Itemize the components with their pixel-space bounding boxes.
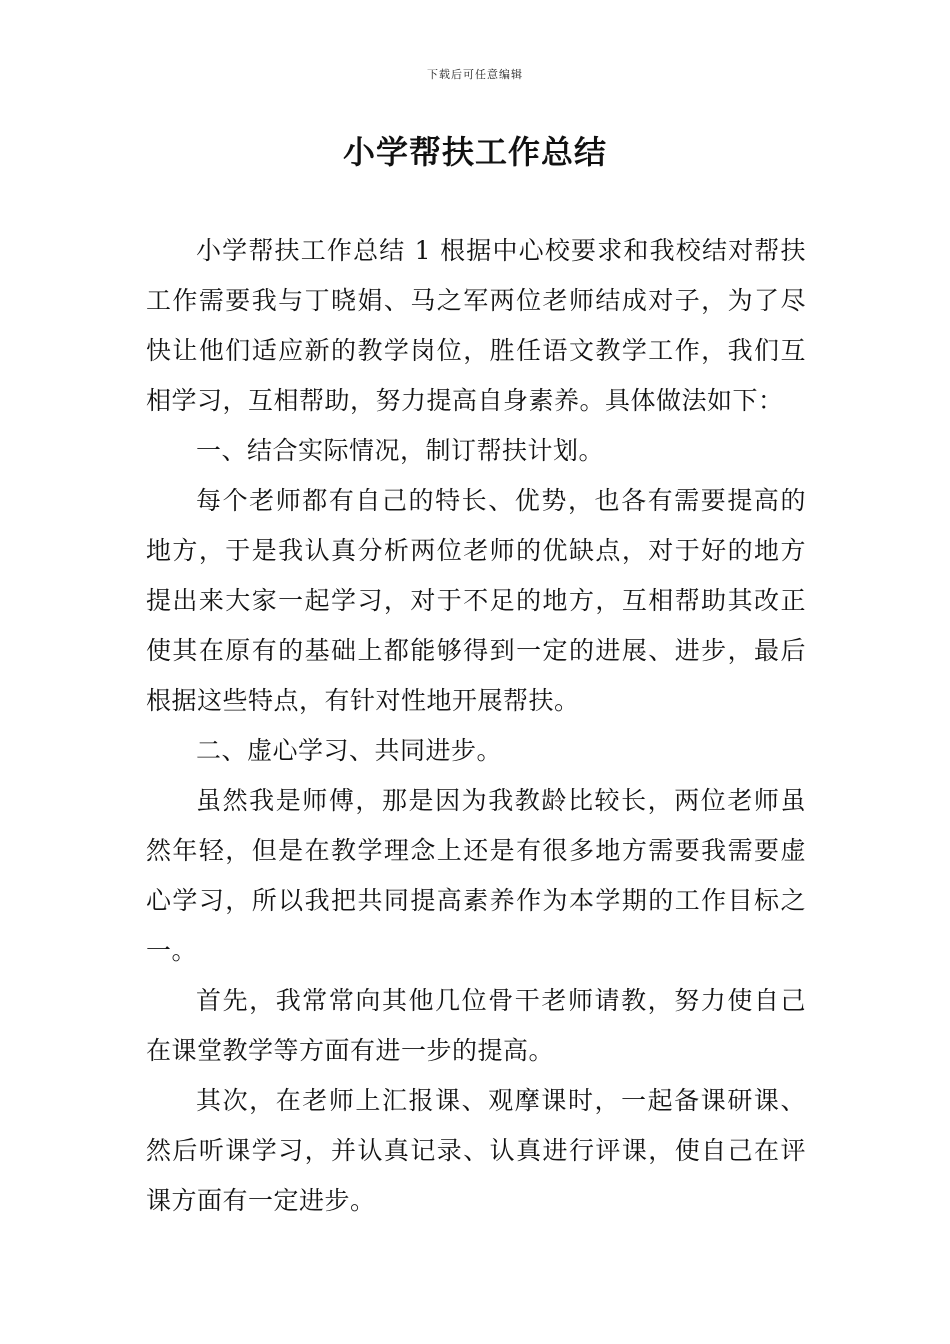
header-note: 下载后可任意编辑 xyxy=(427,68,523,81)
paragraph-section-2: 虽然我是师傅，那是因为我教龄比较长，两位老师虽然年轻，但是在教学理念上还是有很多地方需要我需要虚心学习，所以我把共同提高素养作为本学期的工作目标之一。 xyxy=(146,786,806,965)
document-body xyxy=(146,226,806,1226)
paragraph-section-1: 每个老师都有自己的特长、优势，也各有需要提高的地方，于是我认真分析两位老师的优缺点，对于好的地方提出来大家一起学习，对于不足的地方，互相帮助其改正使其在原有的基础上都能够得到一定的进展、进步，最后根据这些特点，有针对性地开展帮扶。 xyxy=(146,486,806,715)
section-heading-2: 二、虚心学习、共同进步。 xyxy=(196,736,503,765)
paragraph-first: 首先，我常常向其他几位骨干老师请教，努力使自己在课堂教学等方面有进一步的提高。 xyxy=(146,986,806,1065)
paragraph-intro: 小学帮扶工作总结 1 根据中心校要求和我校结对帮扶工作需要我与丁晓娟、马之军两位老师结成对子，为了尽快让他们适应新的教学岗位，胜任语文教学工作，我们互相学习，互相帮助，努力提高自身素养。具体做法如下： xyxy=(146,236,806,415)
paragraph-second: 其次，在老师上汇报课、观摩课时，一起备课研课、然后听课学习，并认真记录、认真进行评课，使自己在评课方面有一定进步。 xyxy=(146,1086,806,1215)
section-heading-1: 一、结合实际情况，制订帮扶计划。 xyxy=(196,436,605,465)
document-title: 小学帮扶工作总结 xyxy=(342,133,607,171)
